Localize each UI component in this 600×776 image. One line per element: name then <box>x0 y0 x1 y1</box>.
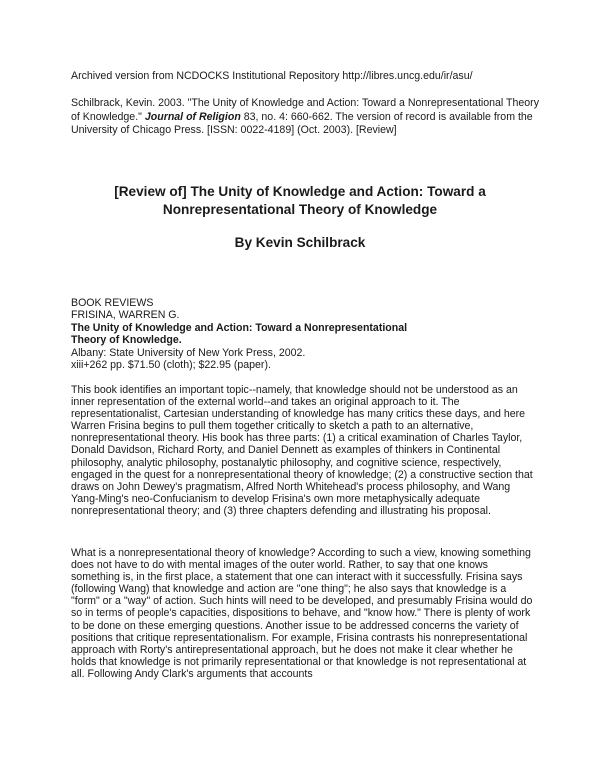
review-title-line2: Nonrepresentational Theory of Knowledge <box>162 202 438 217</box>
body-paragraph-1: This book identifies an important topic--namely, that knowledge should not be understood as an inner representation of the external world--and takes an original approach to it. The representationalist, Cartesian understanding of knowledge has many critics these days, and here Warren Frisina begins to pull them together critically to sketch a path to an alternative, nonrepresentational theory. His book has three parts: (1) a critical examination of Charles Taylor, Donald Davidson, Richard Rorty, and Daniel Dennett as examples of thinkers in Continental philosophy, analytic philosophy, postanalytic philosophy, and cognitive science, respectively, engaged in the quest for a nonrepresentational theory of knowledge; (2) a constructive section that draws on John Dewey's pragmatism, Alfred North Whitehead's process philosophy, and Wang Yang-Ming's neo-Confucianism to develop Frisina's own more metaphysically adequate nonrepresentational theory; and (3) three chapters defending and illustrating his proposal. <box>71 384 533 517</box>
body-paragraph-2: What is a nonrepresentational theory of knowledge? According to such a view, knowing something does not have to do with mental images of the outer world. Rather, to say that one knows something is, in the first place, a statement that one can interact with it successfully. Frisina says (following Wang) that knowledge and action are "one thing"; he also says that knowledge is a "form" or a "way" of action. Such hints will need to be developed, and presumably Frisina would do so in terms of people's capacities, dispositions to behave, and "know how." There is plenty of work to be done on these emerging questions. Another issue to be addressed concerns the variety of positions that critique representationalism. For example, Frisina contrasts his nonrepresentational approach with Rorty's antirepresentational approach, but he does not make it clear whether he holds that knowledge is not primarily representational or that knowledge is not representational at all. Following Andy Clark's arguments that accounts <box>71 547 533 680</box>
book-title-line2: Theory of Knowledge. <box>71 334 182 347</box>
review-title <box>80 183 520 219</box>
section-label: BOOK REVIEWS <box>71 297 154 309</box>
citation <box>71 97 541 138</box>
book-publisher: Albany: State University of New York Press, 2002. <box>71 346 306 359</box>
citation-text-end: 83, no. 4: 660-662. The version of record is available from the University of Chicago Press. [ISSN: 0022-4189] (Oct. 2003). [Review] <box>71 110 533 136</box>
book-title-line1: The Unity of Knowledge and Action: Toward a Nonrepresentational <box>71 321 408 334</box>
book-info <box>71 297 531 371</box>
citation-text-start: Schilbrack, Kevin. 2003. "The Unity of Knowledge and Action: Toward a Nonrepresentational Theory of Knowledge." <box>71 97 540 123</box>
archive-notice: Archived version from NCDOCKS Institutional Repository http://libres.uncg.edu/ir/asu/ <box>71 70 473 82</box>
review-author: By Kevin Schilbrack <box>234 235 366 250</box>
book-price: xiii+262 pp. $71.50 (cloth); $22.95 (paper). <box>71 359 271 372</box>
citation-journal: Journal of Religion <box>144 110 241 123</box>
review-title-line1: [Review of] The Unity of Knowledge and Action: Toward a <box>114 184 486 199</box>
book-author: FRISINA, WARREN G. <box>71 309 180 322</box>
